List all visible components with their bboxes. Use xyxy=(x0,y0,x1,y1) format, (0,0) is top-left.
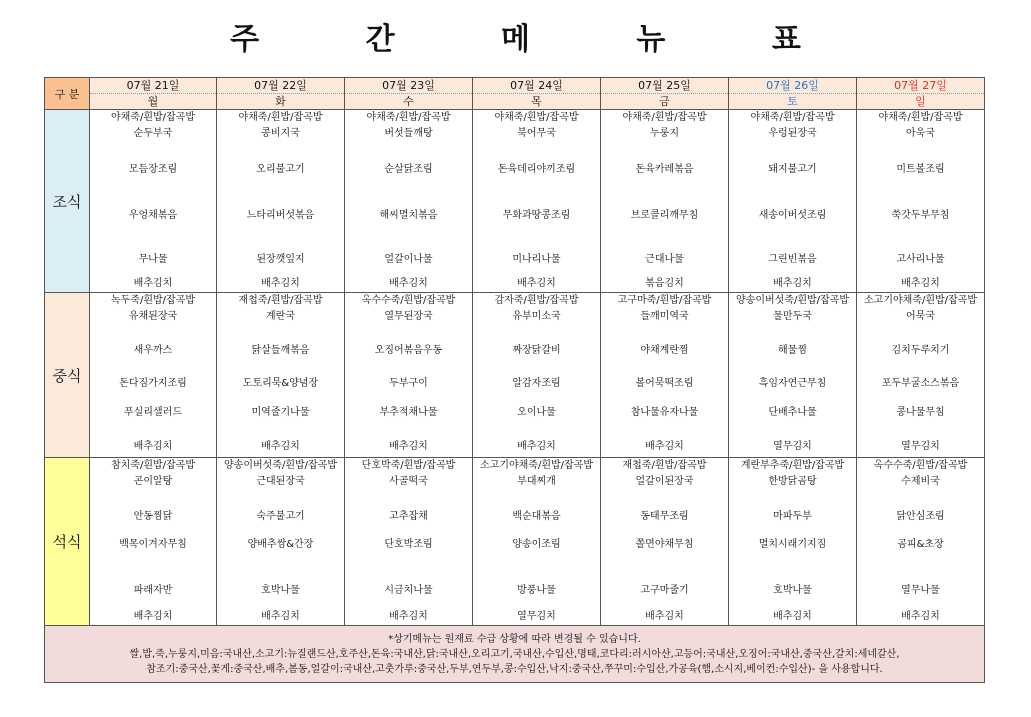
lunch-label: 중식 xyxy=(45,293,90,458)
menu-item: 얼갈이나물 xyxy=(384,254,433,265)
menu-item: 단배추나물 xyxy=(768,407,817,418)
day-header-sat xyxy=(729,78,857,110)
menu-item: 돈육데리야끼조림 xyxy=(497,164,576,175)
menu-item: 순살닭조림 xyxy=(384,164,433,175)
menu-item: 아욱국 xyxy=(906,128,935,139)
menu-item: 양송이버섯죽/흰밥/잡곡밥 xyxy=(224,460,337,471)
menu-item: 단호박죽/흰밥/잡곡밥 xyxy=(361,460,456,471)
weekday-label: 월 xyxy=(147,95,159,108)
breakfast-row xyxy=(45,110,985,293)
menu-item: 얼갈이된장국 xyxy=(635,476,694,487)
menu-cell xyxy=(601,293,729,458)
menu-item: 백순대볶음 xyxy=(512,511,561,522)
menu-item: 배추김치 xyxy=(261,278,300,289)
menu-cell xyxy=(345,293,473,458)
menu-item: 배추김치 xyxy=(901,611,940,622)
menu-item: 새송이버섯조림 xyxy=(758,210,827,221)
menu-item: 느타리버섯볶음 xyxy=(246,210,315,221)
menu-cell xyxy=(90,458,217,626)
gubun-header: 구 분 xyxy=(45,78,90,110)
menu-item: 돈육카레볶음 xyxy=(635,164,694,175)
menu-item: 미나리나물 xyxy=(512,254,561,265)
weekday-label: 일 xyxy=(915,95,926,108)
menu-item: 미트볼조림 xyxy=(896,164,945,175)
menu-cell xyxy=(601,458,729,626)
menu-item: 배추김치 xyxy=(645,441,684,452)
menu-item: 배추김치 xyxy=(389,611,428,622)
menu-cell xyxy=(473,293,601,458)
menu-cell xyxy=(729,110,857,293)
notice-row xyxy=(45,626,985,683)
menu-item: 흑임자연근무침 xyxy=(758,378,827,389)
menu-cell xyxy=(729,458,857,626)
menu-item: 배추김치 xyxy=(133,441,173,452)
menu-item: 쑥갓두부무침 xyxy=(891,210,950,221)
menu-item: 우렁된장국 xyxy=(768,128,817,139)
day-header-wed xyxy=(345,78,473,110)
menu-item: 야채계란찜 xyxy=(640,345,689,356)
menu-item: 무나물 xyxy=(138,254,168,265)
day-header-thu xyxy=(473,78,601,110)
menu-item: 돈다짐가지조림 xyxy=(119,378,187,389)
lunch-row xyxy=(45,293,985,458)
breakfast-label: 조식 xyxy=(45,110,90,293)
menu-item: 오징어볶음우동 xyxy=(374,345,443,356)
menu-item: 계란부추죽/흰밥/잡곡밥 xyxy=(740,460,845,471)
menu-item: 해씨멸치볶음 xyxy=(379,210,438,221)
menu-item: 사골떡국 xyxy=(389,476,428,487)
menu-item: 열무나물 xyxy=(901,585,940,596)
menu-item: 그린빈볶음 xyxy=(768,254,817,265)
menu-item: 양송이조림 xyxy=(512,539,561,550)
menu-item: 짜장닭갈비 xyxy=(512,345,561,356)
menu-item: 배추김치 xyxy=(261,611,300,622)
menu-item: 어묵국 xyxy=(906,311,935,322)
menu-item: 양배추쌈&간장 xyxy=(247,539,314,550)
menu-item: 모듬장조림 xyxy=(128,164,178,175)
menu-cell xyxy=(217,458,345,626)
menu-cell xyxy=(857,293,985,458)
menu-item: 순두부국 xyxy=(133,128,173,139)
menu-item: 알감자조림 xyxy=(512,378,561,389)
menu-cell xyxy=(217,110,345,293)
menu-item: 소고기야채죽/흰밥/잡곡밥 xyxy=(864,295,977,306)
menu-item: 야채죽/흰밥/잡곡밥 xyxy=(622,112,707,123)
menu-item: 쫄면야채무침 xyxy=(635,539,694,550)
menu-item: 배추김치 xyxy=(133,611,173,622)
menu-cell xyxy=(90,293,217,458)
menu-item: 멸치시래기지짐 xyxy=(758,539,827,550)
day-header-tue xyxy=(217,78,345,110)
menu-item: 돼지불고기 xyxy=(768,164,817,175)
menu-item: 도토리묵&양념장 xyxy=(242,378,319,389)
menu-item: 방풍나물 xyxy=(517,585,556,596)
menu-item: 배추김치 xyxy=(389,278,428,289)
menu-item: 오리불고기 xyxy=(256,164,305,175)
menu-item: 닭안심조림 xyxy=(896,511,945,522)
menu-item: 브로콜리깨무침 xyxy=(630,210,699,221)
header-row xyxy=(45,78,985,110)
menu-item: 야채죽/흰밥/잡곡밥 xyxy=(750,112,835,123)
day-header-sun xyxy=(857,78,985,110)
menu-item: 배추김치 xyxy=(389,441,428,452)
menu-item: 숙주불고기 xyxy=(256,511,305,522)
menu-item: 호박나물 xyxy=(773,585,812,596)
menu-item: 포두부굴소스볶음 xyxy=(881,378,960,389)
menu-item: 된장깻잎지 xyxy=(256,254,305,265)
menu-item: 볼어묵떡조림 xyxy=(635,378,694,389)
menu-cell xyxy=(857,110,985,293)
menu-item: 시금치나물 xyxy=(384,585,433,596)
menu-item: 곤이알탕 xyxy=(133,476,173,487)
menu-item: 열무된장국 xyxy=(384,311,433,322)
notice-line-2: 쌀,밥,죽,누룽지,미음:국내산,소고기:뉴질랜드산,호주산,돈육:국내산,닭:국내산,오리고기,국내산,수입산,명태,코다리:러시아산,고등어:국내산,오징어:국내산,중국산,갈치:세네갈산, xyxy=(129,648,900,660)
menu-item: 들깨미역국 xyxy=(640,311,689,322)
menu-item: 마파두부 xyxy=(773,511,812,522)
menu-item: 콩비지국 xyxy=(261,128,300,139)
menu-item: 푸실리샐러드 xyxy=(124,407,182,418)
menu-item: 열무김치 xyxy=(773,441,812,452)
menu-item: 배추김치 xyxy=(773,611,812,622)
menu-cell xyxy=(601,110,729,293)
menu-item: 양송이버섯죽/흰밥/잡곡밥 xyxy=(736,295,849,306)
menu-item: 열무김치 xyxy=(517,611,556,622)
menu-item: 해물찜 xyxy=(778,345,807,356)
menu-item: 부추적채나물 xyxy=(379,407,438,418)
menu-cell xyxy=(90,110,217,293)
menu-item: 물만두국 xyxy=(773,311,812,322)
menu-item: 볶음김치 xyxy=(645,278,684,289)
menu-item: 호박나물 xyxy=(261,585,300,596)
menu-item: 근대나물 xyxy=(645,254,684,265)
weekly-menu-table xyxy=(44,77,985,683)
menu-item: 부대찌개 xyxy=(517,476,556,487)
notice-box xyxy=(45,626,985,683)
weekday-label: 수 xyxy=(403,95,414,108)
menu-item: 김치두루치기 xyxy=(891,345,950,356)
menu-item: 야채죽/흰밥/잡곡밥 xyxy=(110,112,196,123)
notice-line-1: *상기메뉴는 원재료 수급 상황에 따라 변경될 수 있습니다. xyxy=(388,633,641,645)
dinner-label: 석식 xyxy=(45,458,90,626)
date-label: 07월 21일 xyxy=(90,78,216,94)
menu-item: 배추김치 xyxy=(645,611,684,622)
menu-item: 배추김치 xyxy=(133,278,173,289)
menu-item: 소고기야채죽/흰밥/잡곡밥 xyxy=(480,460,593,471)
menu-item: 오이나물 xyxy=(517,407,556,418)
menu-item: 한방닭곰탕 xyxy=(768,476,817,487)
menu-item: 닭살들깨볶음 xyxy=(251,345,310,356)
notice-line-3: 참조기:중국산,꽃게:중국산,배추,봄동,얼갈이:국내산,고춧가루:중국산,두부,연두부,콩:수입산,낙지:중국산,쭈꾸미:수입산,가공육(햄,소시지,베이컨:수입산)- 을 사용합니다. xyxy=(146,663,883,675)
menu-item: 재첩죽/흰밥/잡곡밥 xyxy=(622,460,707,471)
menu-item: 배추김치 xyxy=(517,441,556,452)
menu-item: 야채죽/흰밥/잡곡밥 xyxy=(494,112,579,123)
menu-item: 백목이겨자무침 xyxy=(119,539,187,550)
menu-item: 새우까스 xyxy=(133,345,173,356)
menu-item: 계란국 xyxy=(266,311,295,322)
menu-item: 야채죽/흰밥/잡곡밥 xyxy=(238,112,323,123)
menu-item: 곰피&초장 xyxy=(897,539,944,550)
date-label: 07월 23일 xyxy=(345,78,472,94)
menu-item: 옥수수죽/흰밥/잡곡밥 xyxy=(361,295,456,306)
menu-item: 야채죽/흰밥/잡곡밥 xyxy=(878,112,963,123)
menu-item: 단호박조림 xyxy=(384,539,433,550)
day-header-fri xyxy=(601,78,729,110)
menu-item: 안동찜닭 xyxy=(133,511,173,522)
menu-item: 누룽지 xyxy=(650,128,679,139)
menu-item: 두부구이 xyxy=(389,378,428,389)
menu-item: 콩나물무침 xyxy=(896,407,945,418)
weekday-label: 화 xyxy=(275,95,286,108)
date-label: 07월 24일 xyxy=(473,78,600,94)
date-label: 07월 27일 xyxy=(857,78,984,94)
menu-item: 북어무국 xyxy=(517,128,556,139)
menu-item: 우엉채볶음 xyxy=(128,210,178,221)
day-header-mon xyxy=(90,78,217,110)
menu-cell xyxy=(857,458,985,626)
menu-item: 동태무조림 xyxy=(640,511,689,522)
menu-item: 옥수수죽/흰밥/잡곡밥 xyxy=(873,460,968,471)
menu-item: 유부미소국 xyxy=(512,311,561,322)
dinner-row xyxy=(45,458,985,626)
weekday-label: 목 xyxy=(531,95,542,108)
menu-item: 수제비국 xyxy=(901,476,940,487)
menu-item: 파래자반 xyxy=(133,585,173,596)
menu-item: 배추김치 xyxy=(773,278,812,289)
menu-item: 배추김치 xyxy=(261,441,300,452)
menu-item: 감자죽/흰밥/잡곡밥 xyxy=(494,295,579,306)
menu-item: 미역줄기나물 xyxy=(251,407,310,418)
page-title: 주 간 메 뉴 표 xyxy=(230,22,849,57)
date-label: 07월 22일 xyxy=(217,78,344,94)
menu-cell xyxy=(473,458,601,626)
menu-item: 열무김치 xyxy=(901,441,940,452)
menu-item: 재첩죽/흰밥/잡곡밥 xyxy=(238,295,323,306)
menu-item: 버섯들깨탕 xyxy=(384,128,433,139)
weekday-label: 토 xyxy=(787,95,798,108)
date-label: 07월 26일 xyxy=(729,78,856,94)
menu-cell xyxy=(217,293,345,458)
menu-item: 녹두죽/흰밥/잡곡밥 xyxy=(110,295,196,306)
menu-item: 고사리나물 xyxy=(896,254,945,265)
date-label: 07월 25일 xyxy=(601,78,728,94)
menu-cell xyxy=(473,110,601,293)
menu-cell xyxy=(345,458,473,626)
menu-cell xyxy=(729,293,857,458)
menu-item: 무화과땅콩조림 xyxy=(502,210,571,221)
menu-item: 참치죽/흰밥/잡곡밥 xyxy=(110,460,196,471)
menu-item: 근대된장국 xyxy=(256,476,305,487)
menu-item: 유채된장국 xyxy=(128,311,178,322)
weekday-label: 금 xyxy=(659,95,670,108)
menu-item: 배추김치 xyxy=(517,278,556,289)
menu-item: 배추김치 xyxy=(901,278,940,289)
menu-item: 고구마죽/흰밥/잡곡밥 xyxy=(617,295,712,306)
menu-item: 참나물유자나물 xyxy=(630,407,699,418)
menu-item: 야채죽/흰밥/잡곡밥 xyxy=(366,112,451,123)
menu-item: 고구마줄기 xyxy=(640,585,689,596)
menu-item: 고추잡채 xyxy=(389,511,428,522)
menu-cell xyxy=(345,110,473,293)
